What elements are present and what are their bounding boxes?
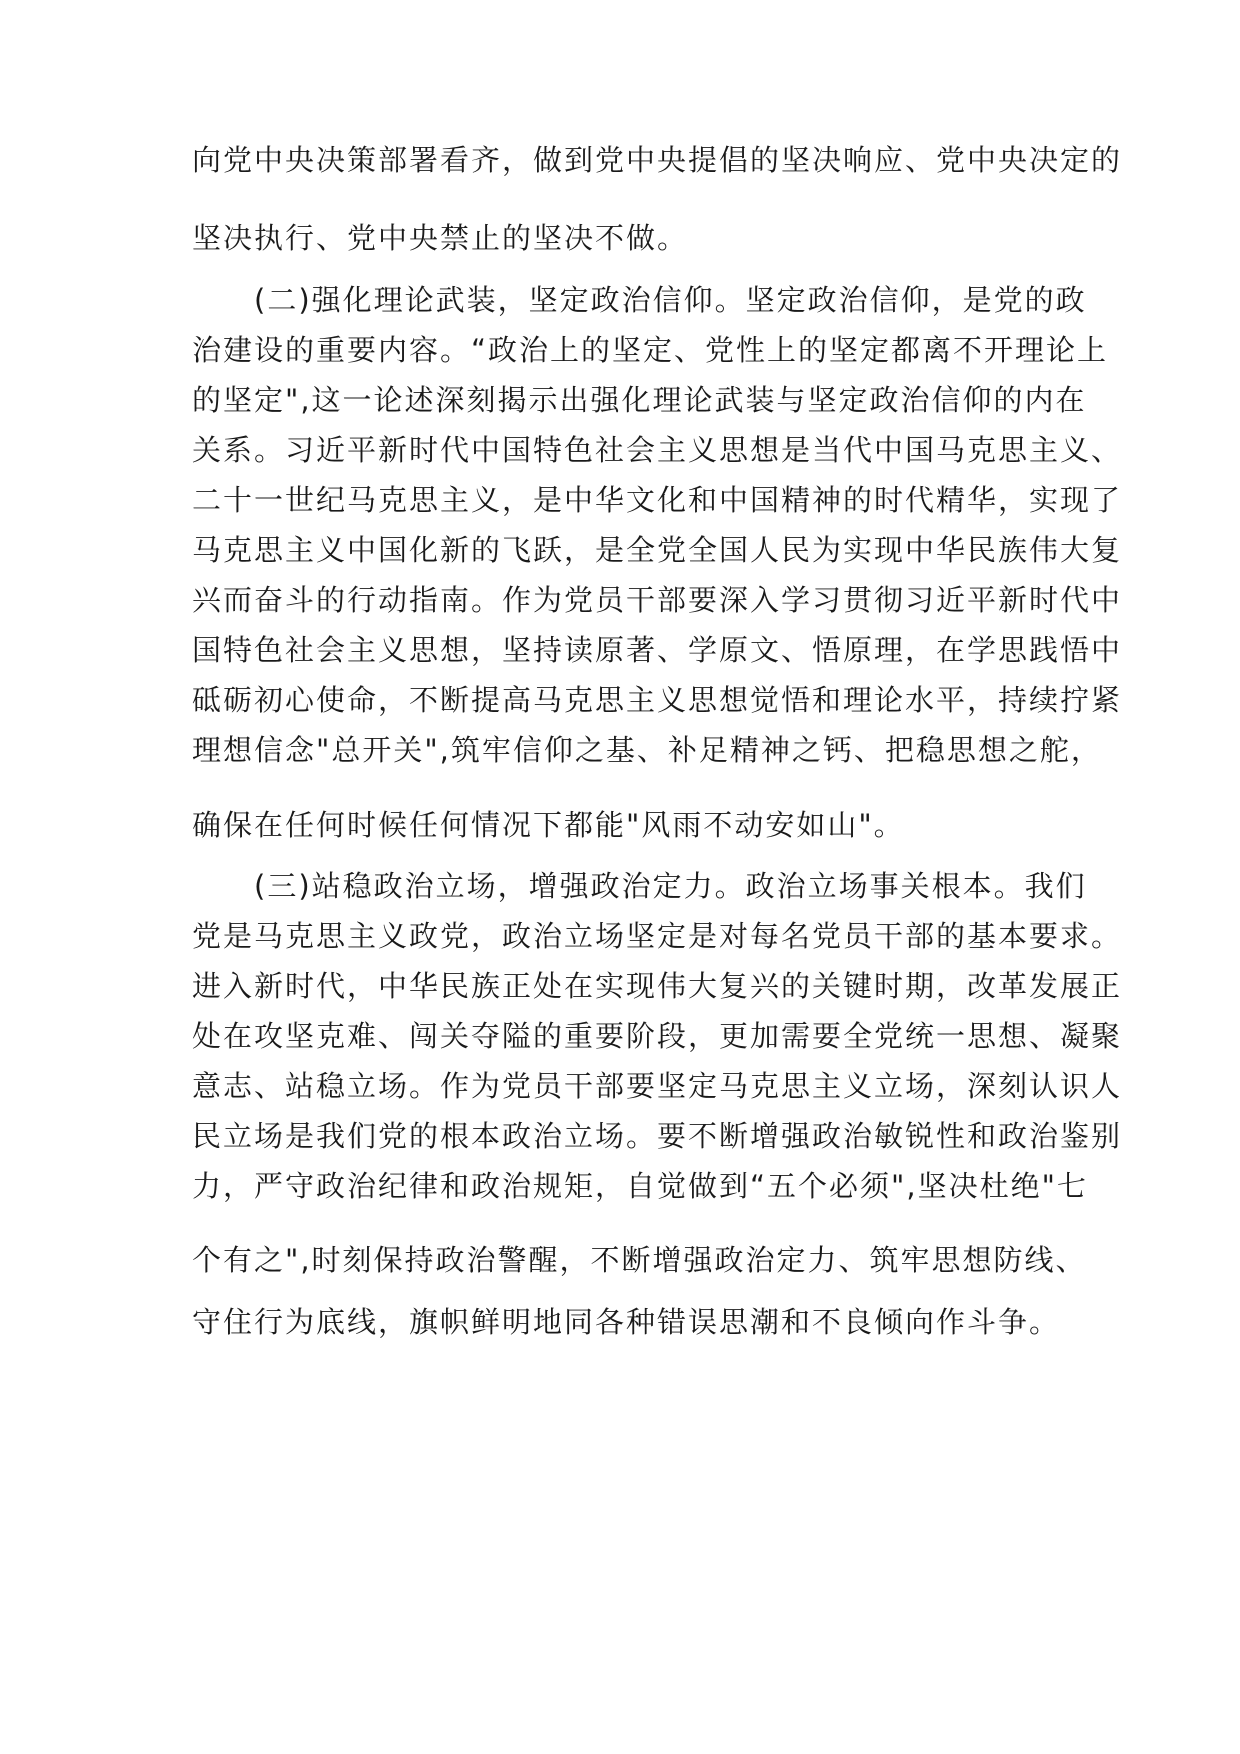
text-line: 砥砺初心使命，不断提高马克思主义思想觉悟和理论水平，持续拧紧	[192, 683, 1123, 717]
text-line: 个有之",时刻保持政治警醒，不断增强政治定力、筑牢思想防线、	[192, 1243, 1087, 1277]
text-line: 确保在任何时候任何情况下都能"风雨不动安如山"。	[192, 808, 905, 842]
text-line: (二)强化理论武装，坚定政治信仰。坚定政治信仰，是党的政	[192, 283, 1087, 317]
text-line: 关系。习近平新时代中国特色社会主义思想是当代中国马克思主义、	[192, 433, 1123, 467]
text-line: 守住行为底线，旗帜鲜明地同各种错误思潮和不良倾向作斗争。	[192, 1305, 1061, 1339]
text-line: 坚决执行、党中央禁止的坚决不做。	[192, 221, 689, 255]
text-line: 理想信念"总开关",筑牢信仰之基、补足精神之钙、把稳思想之舵，	[192, 733, 1102, 767]
text-line: 处在攻坚克难、闯关夺隘的重要阶段，更加需要全党统一思想、凝聚	[192, 1019, 1123, 1053]
text-line: 民立场是我们党的根本政治立场。要不断增强政治敏锐性和政治鉴别	[192, 1119, 1123, 1153]
text-line: 兴而奋斗的行动指南。作为党员干部要深入学习贯彻习近平新时代中	[192, 583, 1123, 617]
text-line: (三)站稳政治立场，增强政治定力。政治立场事关根本。我们	[192, 869, 1087, 903]
text-line: 进入新时代，中华民族正处在实现伟大复兴的关键时期，改革发展正	[192, 969, 1123, 1003]
text-line: 意志、站稳立场。作为党员干部要坚定马克思主义立场，深刻认识人	[192, 1069, 1123, 1103]
text-line: 国特色社会主义思想，坚持读原著、学原文、悟原理，在学思践悟中	[192, 633, 1123, 667]
text-line: 二十一世纪马克思主义，是中华文化和中国精神的时代精华，实现了	[192, 483, 1123, 517]
text-line: 的坚定",这一论述深刻揭示出强化理论武装与坚定政治信仰的内在	[192, 383, 1087, 417]
text-line: 党是马克思主义政党，政治立场坚定是对每名党员干部的基本要求。	[192, 919, 1123, 953]
text-line: 治建设的重要内容。“政治上的坚定、党性上的坚定都离不开理论上	[192, 333, 1109, 367]
text-line: 马克思主义中国化新的飞跃，是全党全国人民为实现中华民族伟大复	[192, 533, 1123, 567]
text-line: 向党中央决策部署看齐，做到党中央提倡的坚决响应、党中央决定的	[192, 143, 1123, 177]
text-line: 力，严守政治纪律和政治规矩，自觉做到“五个必须",坚决杜绝"七	[192, 1169, 1088, 1203]
